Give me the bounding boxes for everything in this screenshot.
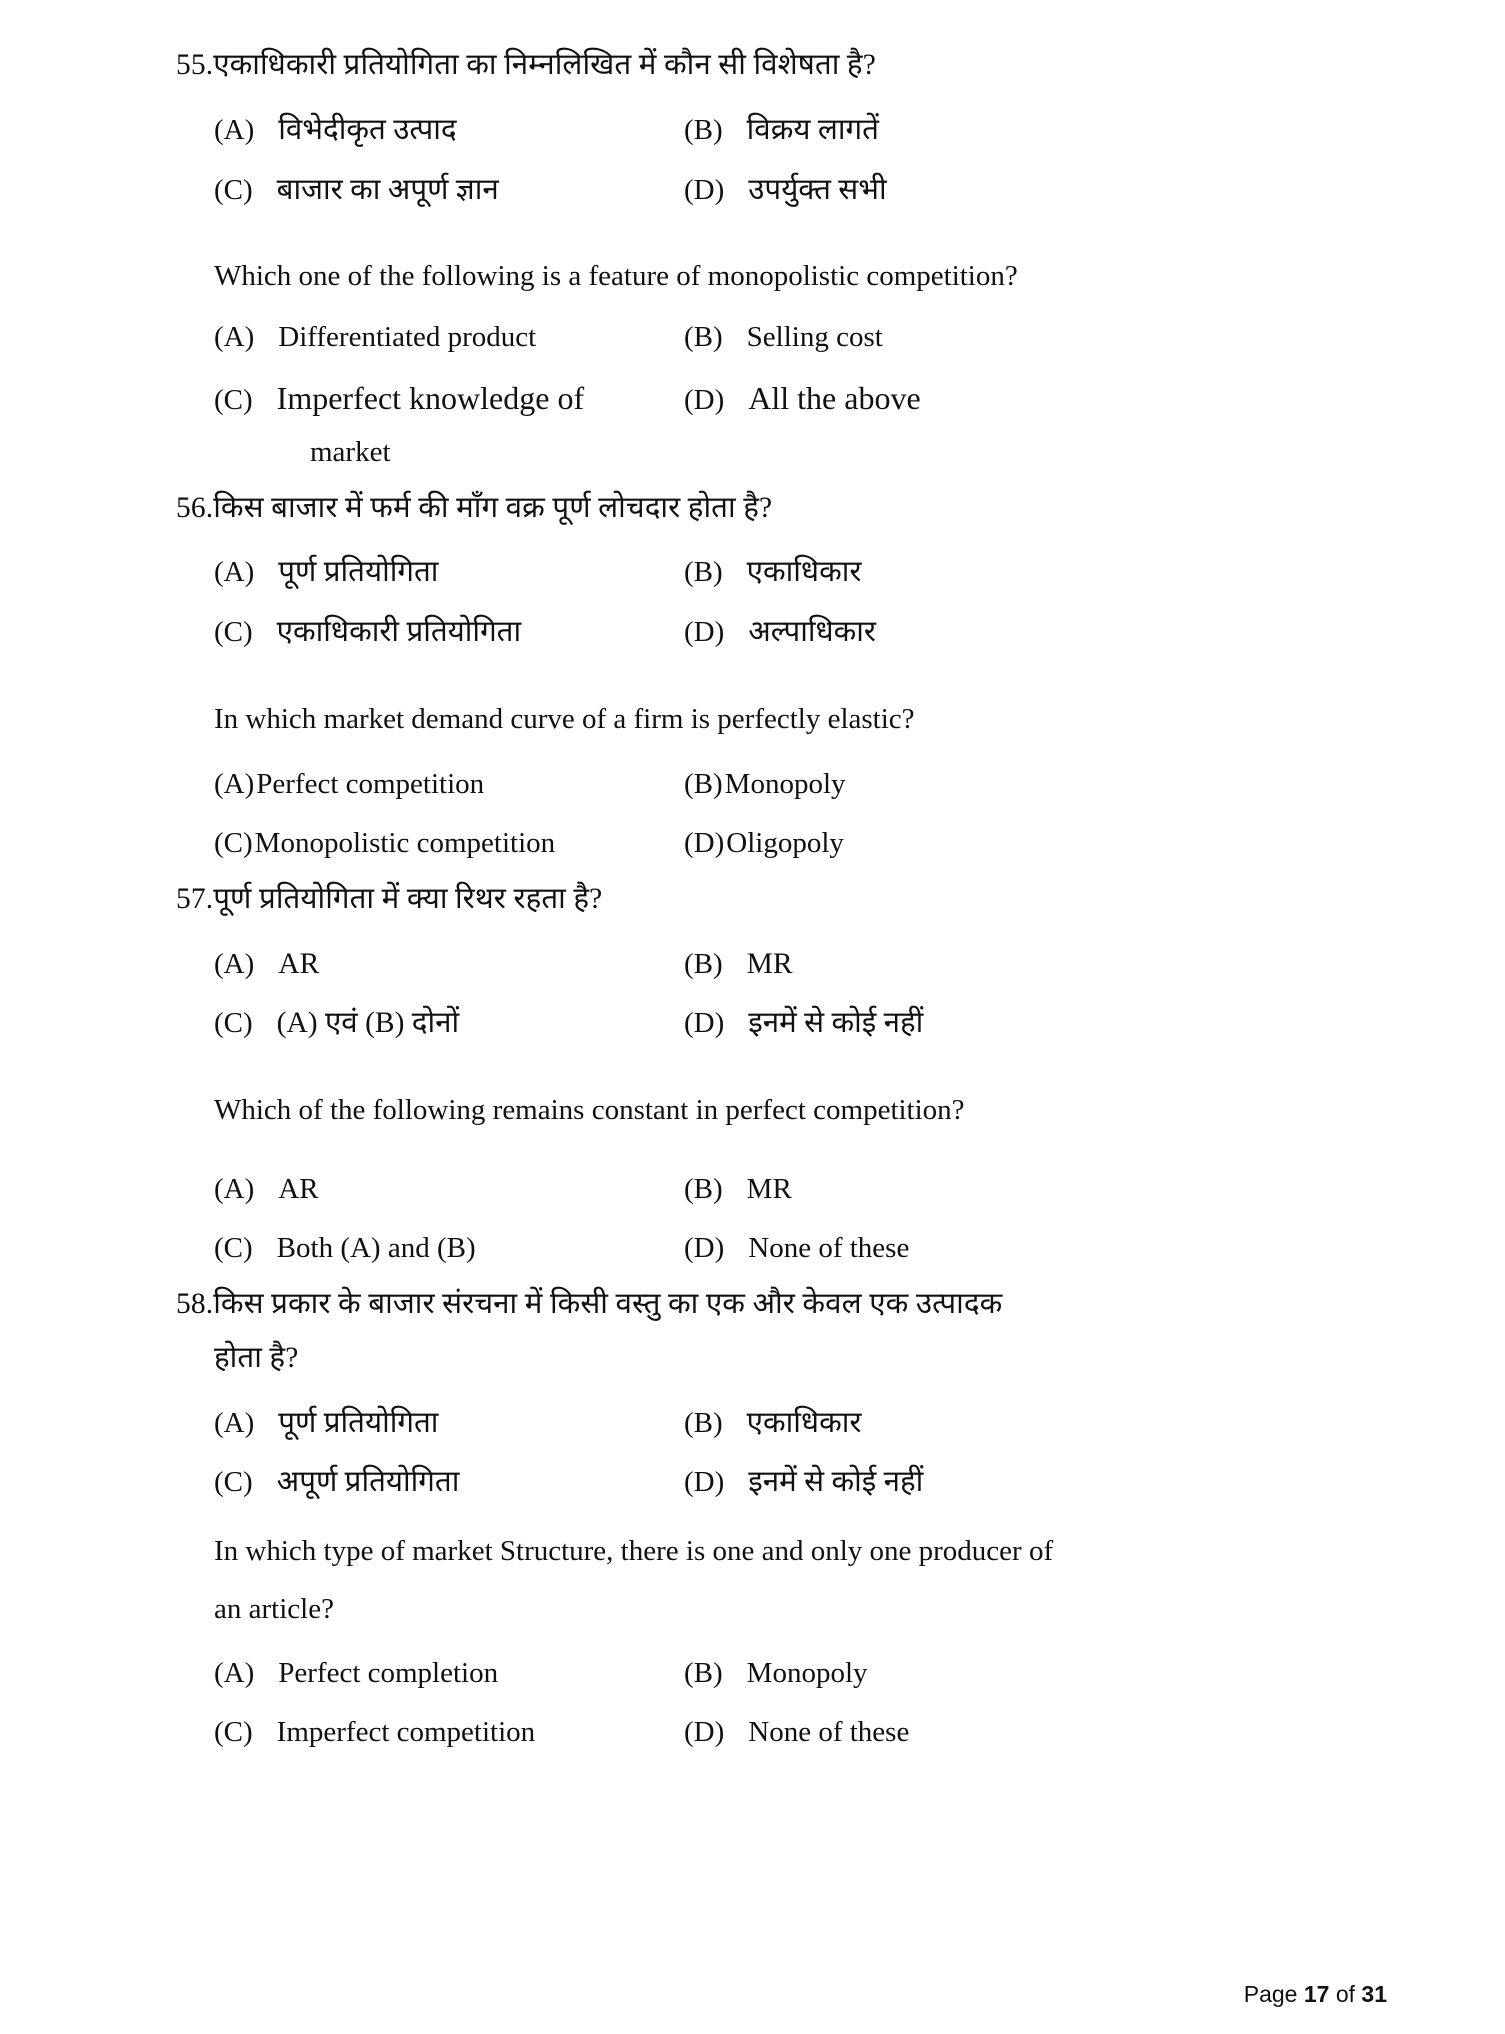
option-58-english-a[interactable] (214, 1653, 684, 1694)
option-56-hindi-a[interactable] (214, 552, 684, 594)
option-label: AR (278, 1172, 319, 1205)
option-tag: (A) (214, 1406, 255, 1439)
option-row (214, 1462, 1387, 1504)
option-tag: (D) (684, 1232, 725, 1265)
option-label: एकाधिकारी प्रतियोगिता (276, 616, 522, 649)
option-row (214, 1003, 1387, 1045)
question-55-number: 55. (176, 49, 214, 81)
option-tag: (B) (684, 113, 723, 146)
option-label: उपर्युक्त सभी (748, 173, 887, 206)
option-tag: (D) (684, 384, 725, 417)
option-58-english-d[interactable] (684, 1712, 1387, 1753)
option-label: Monopoly (724, 767, 846, 800)
option-tag: (D) (684, 1716, 725, 1749)
question-57-number: 57. (176, 882, 214, 915)
option-label: Perfect competition (256, 767, 485, 800)
option-tag: (D) (684, 173, 725, 206)
option-label: (A) एवं (B) दोनों (276, 1007, 460, 1040)
page-footer (1244, 1981, 1387, 2008)
option-tag: (A) (214, 113, 255, 146)
option-55-english-b[interactable] (684, 317, 1387, 358)
option-label: All the above (748, 380, 921, 417)
option-tag: (B) (684, 1657, 723, 1690)
option-tag: (B) (684, 767, 723, 800)
option-tag: (A) (214, 947, 255, 980)
option-tag: (C) (214, 1716, 253, 1749)
option-label: Imperfect knowledge of (276, 380, 585, 417)
option-tag: (C) (214, 384, 253, 417)
option-label: Selling cost (746, 320, 883, 353)
option-56-hindi-d[interactable] (684, 612, 1387, 654)
option-label: Oligopoly (726, 826, 844, 859)
option-55-english-c[interactable] (214, 376, 684, 421)
question-58-english-stem: In which type of market Structure, there is one and only one producer of (214, 1535, 1054, 1568)
option-tag: (C) (214, 1007, 253, 1040)
option-label: इनमें से कोई नहीं (748, 1466, 924, 1499)
question-block-55 (176, 44, 1387, 473)
question-block-58 (176, 1283, 1387, 1753)
option-55-hindi-c[interactable] (214, 170, 684, 212)
option-tag: (B) (684, 320, 723, 353)
option-57-hindi-c[interactable] (214, 1003, 684, 1045)
option-tag: (A) (214, 556, 255, 589)
question-55-english-stem: Which one of the following is a feature of monopolistic competition? (214, 260, 1018, 293)
option-label: MR (746, 1172, 792, 1205)
option-58-hindi-a[interactable] (214, 1403, 684, 1445)
question-58-hindi-stem (176, 1283, 1387, 1327)
option-label: None of these (748, 1232, 910, 1265)
option-tag: (B) (684, 1406, 723, 1439)
option-tag: (C) (214, 616, 253, 649)
option-57-hindi-a[interactable] (214, 944, 684, 986)
option-56-hindi-c[interactable] (214, 612, 684, 654)
option-56-english-c[interactable] (214, 823, 684, 864)
option-label: इनमें से कोई नहीं (748, 1007, 924, 1040)
question-block-56 (176, 487, 1387, 864)
option-label: विक्रय लागतें (746, 113, 879, 146)
option-tag: (B) (684, 1172, 723, 1205)
option-56-english-b[interactable] (684, 764, 1387, 805)
question-57-hindi-options (176, 944, 1387, 1046)
option-58-hindi-b[interactable] (684, 1403, 1387, 1445)
question-56-number: 56. (176, 491, 214, 524)
option-57-english-b[interactable] (684, 1169, 1387, 1210)
option-tag: (A) (214, 1172, 255, 1205)
option-tag: (C) (214, 173, 253, 206)
question-57-hindi-stem (176, 878, 1387, 922)
option-label: Differentiated product (278, 320, 537, 353)
option-tag: (A) (214, 1657, 255, 1690)
option-row (214, 944, 1387, 986)
question-58-hindi-options (176, 1403, 1387, 1505)
option-tag: (C) (214, 1466, 253, 1499)
option-label: पूर्ण प्रतियोगिता (278, 556, 439, 589)
option-label: अल्पाधिकार (748, 616, 877, 649)
option-row (214, 317, 1387, 358)
option-row (214, 1403, 1387, 1445)
option-row (214, 764, 1387, 805)
option-57-english-d[interactable] (684, 1228, 1387, 1269)
option-tag: (B) (684, 556, 723, 589)
option-label: MR (746, 947, 793, 980)
option-label: पूर्ण प्रतियोगिता (278, 1406, 439, 1439)
question-55-hindi-text: एकाधिकारी प्रतियोगिता का निम्नलिखित में कौन सी विशेषता है? (213, 49, 876, 81)
option-label: Imperfect competition (276, 1716, 536, 1749)
question-58-hindi-stem-line2: होता है? (214, 1341, 299, 1374)
option-tag: (D) (684, 616, 725, 649)
question-56-hindi-options (176, 552, 1387, 654)
option-tag: (A) (214, 767, 255, 800)
option-label: एकाधिकार (746, 1406, 862, 1439)
option-58-english-c[interactable] (214, 1712, 684, 1753)
question-58-english-stem-line2: an article? (214, 1592, 334, 1625)
option-row (214, 552, 1387, 594)
option-57-english-c[interactable] (214, 1228, 684, 1269)
question-55-hindi-options (176, 110, 1387, 212)
question-55-hindi-stem (176, 44, 1387, 88)
option-tag: (D) (684, 826, 725, 859)
question-57-hindi-text: पूर्ण प्रतियोगिता में क्या रिथर रहता है? (213, 882, 603, 915)
option-55-english-d[interactable] (684, 376, 1387, 421)
footer-total-pages: 31 (1361, 1981, 1387, 2007)
question-56-english-stem: In which market demand curve of a firm is perfectly elastic? (214, 703, 915, 736)
question-57-english-stem: Which of the following remains constant in perfect competition? (214, 1094, 965, 1127)
option-label: बाजार का अपूर्ण ज्ञान (276, 173, 499, 206)
option-tag: (C) (214, 1232, 253, 1265)
option-56-hindi-b[interactable] (684, 552, 1387, 594)
option-57-hindi-b[interactable] (684, 944, 1387, 986)
option-label: Perfect completion (278, 1657, 499, 1690)
option-57-hindi-d[interactable] (684, 1003, 1387, 1045)
option-label: Both (A) and (B) (276, 1232, 476, 1265)
question-58-number: 58. (176, 1288, 214, 1321)
question-56-hindi-text: किस बाजार में फर्म की माँग वक्र पूर्ण लोचदार होता है? (213, 491, 773, 524)
option-label: Monopoly (746, 1657, 868, 1690)
option-58-hindi-c[interactable] (214, 1462, 684, 1504)
option-tag: (B) (684, 947, 723, 980)
option-row (214, 1712, 1387, 1753)
question-56-hindi-stem (176, 487, 1387, 531)
option-55-hindi-b[interactable] (684, 110, 1387, 152)
option-57-english-a[interactable] (214, 1169, 684, 1210)
option-55-hindi-d[interactable] (684, 170, 1387, 212)
option-row (214, 823, 1387, 864)
question-58-hindi-text: किस प्रकार के बाजार संरचना में किसी वस्तु का एक और केवल एक उत्पादक (213, 1288, 1003, 1321)
option-row (214, 1169, 1387, 1210)
option-row (214, 1228, 1387, 1269)
option-58-english-b[interactable] (684, 1653, 1387, 1694)
question-58-english-options (176, 1653, 1387, 1753)
option-row (214, 1653, 1387, 1694)
option-row (214, 376, 1387, 421)
option-row (214, 612, 1387, 654)
option-58-hindi-d[interactable] (684, 1462, 1387, 1504)
option-row (214, 170, 1387, 212)
footer-of-label: of (1329, 1981, 1362, 2007)
question-block-57 (176, 878, 1387, 1269)
option-56-english-d[interactable] (684, 823, 1387, 864)
footer-page-label: Page (1243, 1981, 1304, 2007)
option-55-english-c-continuation: market (310, 435, 391, 468)
option-tag: (D) (684, 1466, 725, 1499)
option-label: None of these (748, 1716, 910, 1749)
option-label: Monopolistic competition (254, 826, 556, 859)
question-55-english-options (176, 317, 1387, 473)
option-55-english-a[interactable] (214, 317, 684, 358)
option-56-english-a[interactable] (214, 764, 684, 805)
question-56-english-options (176, 764, 1387, 864)
option-row (214, 110, 1387, 152)
option-label: AR (278, 947, 320, 980)
question-57-english-options (176, 1169, 1387, 1269)
option-55-hindi-a[interactable] (214, 110, 684, 152)
footer-page-number: 17 (1303, 1981, 1330, 2007)
option-label: अपूर्ण प्रतियोगिता (276, 1466, 460, 1499)
option-label: विभेदीकृत उत्पाद (278, 113, 457, 146)
option-tag: (A) (214, 320, 255, 353)
option-label: एकाधिकार (746, 556, 862, 589)
option-tag: (C) (214, 826, 253, 859)
option-tag: (D) (684, 1007, 725, 1040)
